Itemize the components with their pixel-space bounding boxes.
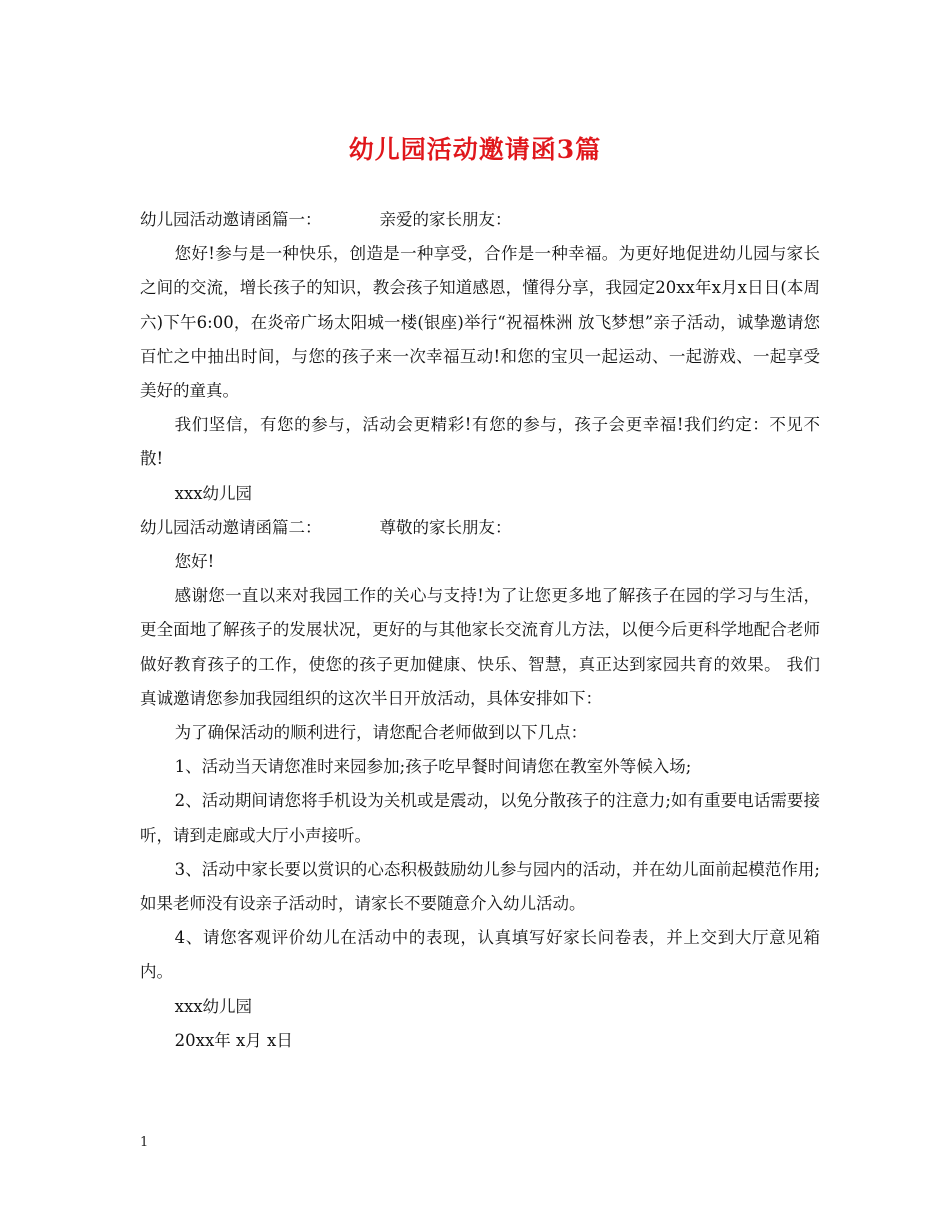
letter1-greeting: 亲爱的家长朋友： [379, 210, 512, 229]
document-title: 幼儿园活动邀请函3篇 [348, 135, 602, 164]
letter2-item-1: 1、活动当天请您准时来园参加;孩子吃早餐时间请您在教室外等候入场; [174, 757, 692, 777]
letter2-hello: 您好! [174, 552, 215, 572]
letter2-date: 20xx年 x月 x日 [174, 1030, 293, 1050]
letter1-signature: xxx幼儿园 [174, 483, 253, 503]
letter2-item-3: 3、活动中家长要以赏识的心态积极鼓励幼儿参与园内的活动，并在幼儿面前起模范作用;如果老师没有设亲子活动时，请家长不要随意介入幼儿活动。 [140, 859, 820, 914]
document-body [140, 203, 820, 1058]
letter2-item-2: 2、活动期间请您将手机设为关机或是震动，以免分散孩子的注意力;如有重要电话需要接听，请到走廊或大厅小声接听。 [140, 791, 820, 845]
page-number: 1 [140, 1135, 149, 1150]
letter1-heading: 幼儿园活动邀请函篇一： [140, 210, 322, 229]
letter1-paragraph-1: 您好!参与是一种快乐，创造是一种享受，合作是一种幸福。为更好地促进幼儿园与家长之间的交流，增长孩子的知识，教会孩子知道感恩，懂得分享，我园定20xx年x月x日日(本周六)下午6:00，在炎帝广场太阳城一楼(银座)举行“祝福株洲 放飞梦想”亲子活动，诚挚邀请您百忙之中抽出时间，与您的孩子来一次幸福互动!和您的宝贝一起运动、一起游戏、一起享受美好的童真。 [140, 244, 820, 401]
letter2-paragraph-1: 感谢您一直以来对我园工作的关心与支持!为了让您更多地了解孩子在园的学习与生活，更全面地了解孩子的发展状况，更好的与其他家长交流育儿方法，以便今后更科学地配合老师做好教育孩子的工作，使您的孩子更加健康、快乐、智慧，真正达到家园共育的效果。 我们真诚邀请您参加我园组织的这次半日开放活动，具体安排如下： [140, 586, 820, 708]
letter2-signature: xxx幼儿园 [174, 996, 253, 1016]
letter2-item-4: 4、请您客观评价幼儿在活动中的表现，认真填写好家长问卷表，并上交到大厅意见箱内。 [140, 928, 820, 982]
letter1-heading-line [140, 203, 820, 237]
letter2-paragraph-2: 为了确保活动的顺利进行，请您配合老师做到以下几点： [174, 723, 588, 743]
letter1-paragraph-2: 我们坚信，有您的参与，活动会更精彩!有您的参与，孩子会更幸福!我们约定：不见不散! [140, 415, 820, 469]
letter2-heading: 幼儿园活动邀请函篇二： [140, 517, 322, 537]
letter2-heading-line [140, 511, 820, 545]
letter2-greeting: 尊敬的家长朋友： [379, 517, 512, 537]
